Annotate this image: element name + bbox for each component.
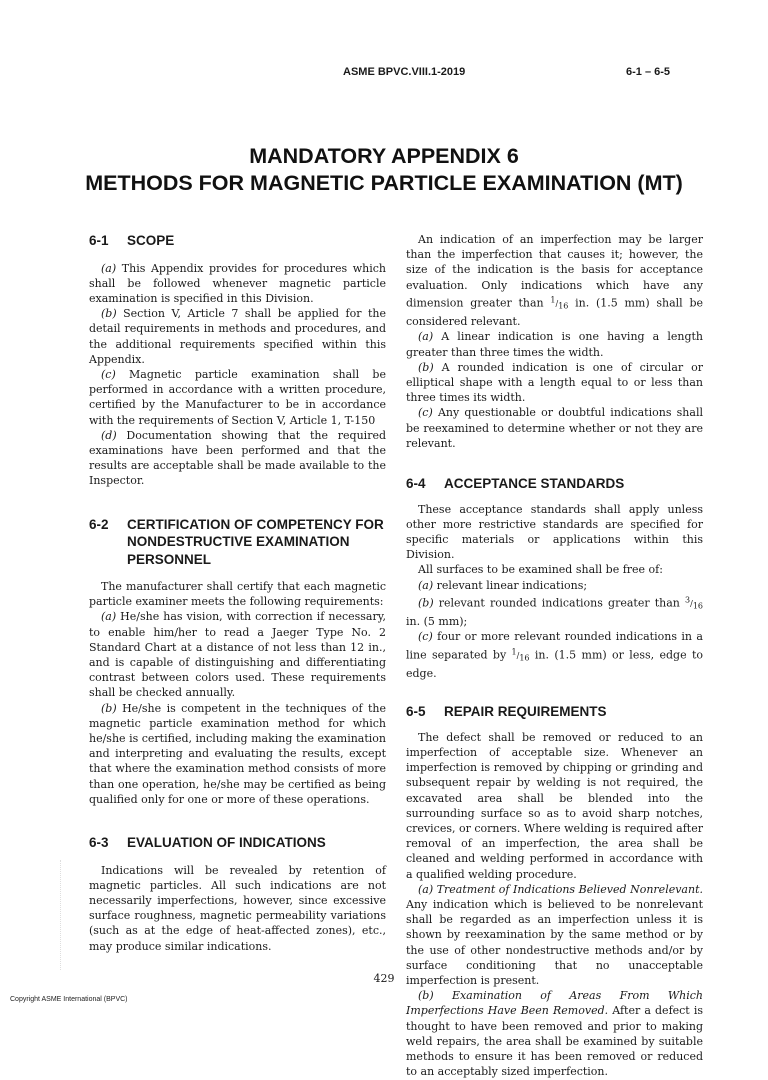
item-text: relevant linear indications; bbox=[433, 578, 588, 592]
item-tag: (c) bbox=[418, 630, 433, 644]
item-text: Section V, Article 7 shall be applied for the detail requirements in methods and procedures, and the additional requirements specified within this Appendix. bbox=[89, 307, 386, 366]
item-text: A rounded indication is one of circular or elliptical shape with a length equal to or less than three times its width. bbox=[406, 360, 703, 405]
section-title: SCOPE bbox=[127, 233, 175, 248]
paragraph: All surfaces to be examined shall be free of: bbox=[418, 563, 663, 577]
paragraph-text: in. (1.5 mm) shall be considered relevant. bbox=[406, 296, 703, 329]
paragraph bbox=[406, 329, 703, 359]
item-tag: (a) bbox=[101, 610, 117, 624]
paragraph: The defect shall be removed or reduced to an imperfection of acceptable size. Whenever an imperfection is removed by chipping or grinding and subsequent repair by welding is not required, the excavated area shall be blended into the surrounding surface so as to avoid sharp notches, crevices, or corners. Where welding is required after removal of an imperfection, the area shall be cleaned and welding performed in accordance with a qualified welding procedure. bbox=[406, 730, 703, 881]
item-tag: (b) bbox=[418, 360, 434, 374]
paragraph bbox=[406, 405, 703, 451]
item-text: four or more relevant rounded indications in a line separated by bbox=[406, 630, 703, 662]
paragraph bbox=[406, 232, 703, 329]
paragraph bbox=[89, 428, 386, 489]
item-tag: (c) bbox=[101, 367, 116, 381]
item-tag: (d) bbox=[101, 428, 117, 442]
copyright-notice: Copyright ASME International (BPVC) bbox=[10, 996, 128, 1003]
item-text: After a defect is thought to have been removed and prior to making weld repairs, the area shall be examined by suitable methods to ensure it has been removed or reduced to an acceptably sized imperfection. bbox=[406, 1004, 704, 1079]
item-tag: (b) bbox=[418, 596, 434, 610]
item-tag: (b) bbox=[101, 307, 117, 321]
document-id: ASME BPVC.VIII.1-2019 bbox=[343, 66, 466, 78]
section-number: 6-5 bbox=[406, 704, 426, 720]
paragraph bbox=[406, 360, 703, 406]
margin-watermark bbox=[60, 860, 66, 970]
section-number: 6-3 bbox=[89, 835, 109, 851]
item-tag: (a) bbox=[101, 261, 117, 275]
paragraph bbox=[406, 629, 703, 681]
fraction: $^3/_{16}$ bbox=[685, 595, 703, 612]
section-title: CERTIFICATION OF COMPETENCY FOR NONDESTRUCTIVE EXAMINATION PERSONNEL bbox=[127, 516, 384, 567]
paragraph bbox=[89, 261, 386, 307]
item-tag: (c) bbox=[418, 406, 433, 420]
paragraph: The manufacturer shall certify that each magnetic particle examiner meets the following requirements: bbox=[89, 580, 386, 609]
section-heading-6-5 bbox=[406, 703, 703, 721]
item-tag: (a) Treatment of Indications Believed Nonrelevant. bbox=[418, 882, 703, 896]
section-title: REPAIR REQUIREMENTS bbox=[444, 704, 607, 720]
section-heading-6-3 bbox=[89, 834, 386, 852]
right-column bbox=[406, 232, 703, 1080]
item-tag: (b) Examination of Areas From Which Imperfections Have Been Removed. bbox=[406, 989, 703, 1018]
item-text: in. (1.5 mm) or less, edge to edge. bbox=[406, 648, 703, 681]
item-text: He/she is competent in the techniques of the magnetic particle examination method for which he/she is certified, including making the examination and interpreting and evaluating the results, except that where the examination method consists of more than one operation, he/she may be certified as being qualified only for one or more of these operations. bbox=[89, 701, 386, 806]
paragraph bbox=[406, 593, 703, 630]
section-number: 6-1 bbox=[89, 233, 109, 248]
left-column bbox=[89, 232, 386, 954]
paragraph bbox=[406, 578, 703, 593]
item-text: This Appendix provides for procedures which shall be followed whenever magnetic particle examination is specified in this Division. bbox=[89, 261, 386, 305]
section-heading-6-2 bbox=[89, 516, 386, 569]
fraction-numerator: 1 bbox=[511, 647, 517, 657]
appendix-title-line1: MANDATORY APPENDIX 6 bbox=[249, 144, 519, 168]
paragraph-text: An indication of an imperfection may be larger than the imperfection that causes it; however, the size of the indication is the basis for acceptance evaluation. Only indications which have any dimension greater than bbox=[406, 233, 703, 310]
item-text: Documentation showing that the required examinations have been performed and that the results are acceptable shall be made available to the Inspector. bbox=[89, 428, 386, 488]
section-title: EVALUATION OF INDICATIONS bbox=[127, 835, 326, 851]
fraction-denominator: 16 bbox=[558, 302, 569, 312]
item-tag: (a) bbox=[418, 578, 434, 592]
item-text: Any questionable or doubtful indications shall be reexamined to determine whether or not they are relevant. bbox=[406, 406, 703, 450]
item-text: A linear indication is one having a length greater than three times the width. bbox=[406, 330, 703, 359]
paragraph bbox=[89, 306, 386, 367]
section-number: 6-4 bbox=[406, 476, 426, 492]
appendix-title-line2: METHODS FOR MAGNETIC PARTICLE EXAMINATION (MT) bbox=[85, 171, 683, 195]
fraction-numerator: 1 bbox=[550, 295, 556, 305]
item-text: He/she has vision, with correction if necessary, to enable him/her to read a Jaeger Type No. 2 Standard Chart at a distance of not less than 12 in., and is capable of distinguishing and differentiating contrast between colors used. These requirements shall be checked annually. bbox=[89, 610, 386, 700]
fraction-denominator: 16 bbox=[692, 602, 703, 612]
item-text: in. (5 mm); bbox=[406, 615, 468, 629]
section-number: 6-2 bbox=[89, 516, 109, 532]
fraction: $^1/_{16}$ bbox=[511, 647, 530, 663]
fraction-denominator: 16 bbox=[519, 653, 530, 663]
fraction-numerator: 3 bbox=[685, 595, 691, 605]
item-tag: (a) bbox=[418, 330, 434, 344]
paragraph bbox=[89, 609, 386, 700]
item-text: relevant rounded indications greater than bbox=[433, 596, 686, 610]
appendix-title bbox=[0, 143, 768, 197]
section-heading-6-1 bbox=[89, 232, 386, 250]
fraction: $^1/_{16}$ bbox=[550, 295, 569, 312]
item-text: Any indication which is believed to be nonrelevant shall be regarded as an imperfection unless it is shown by reexamination by the same method or by the use of other nondestructive methods and/or by surface conditioning that no unacceptable imperfection is present. bbox=[406, 898, 703, 988]
page-number: 429 bbox=[373, 972, 395, 985]
section-range: 6-1 – 6-5 bbox=[626, 66, 671, 78]
paragraph: Indications will be revealed by retention of magnetic particles. All such indications are not necessarily imperfections, however, since excessive surface roughness, magnetic permeability variations (such as at the edge of heat-affected zones), etc., may produce similar indications. bbox=[89, 863, 386, 953]
item-tag: (b) bbox=[101, 701, 117, 715]
paragraph bbox=[89, 367, 386, 428]
item-text: Magnetic particle examination shall be performed in accordance with a written procedure, certified by the Manufacturer to be in accordance with the requirements of Section V, Article 1, T-150 bbox=[89, 367, 386, 427]
section-title: ACCEPTANCE STANDARDS bbox=[444, 476, 625, 492]
paragraph: These acceptance standards shall apply unless other more restrictive standards are specified for specific materials or applications within this Division. bbox=[406, 502, 703, 562]
paragraph bbox=[406, 988, 703, 1079]
section-heading-6-4 bbox=[406, 475, 703, 493]
paragraph bbox=[89, 701, 386, 807]
